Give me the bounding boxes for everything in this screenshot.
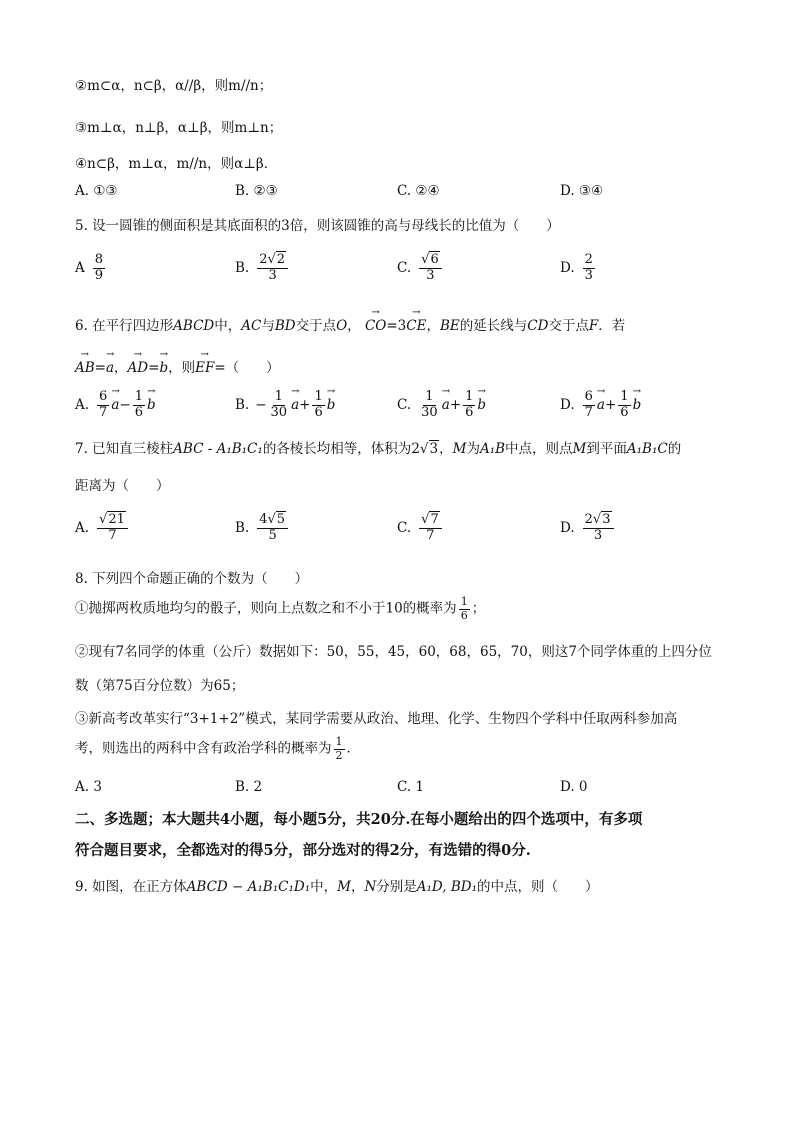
q6-b-vec-b: → b — [327, 397, 336, 413]
q5-option-c-label: C. — [397, 260, 412, 276]
q7-vol-radicand: 3 — [429, 441, 439, 457]
q5-b-radicand: 2 — [276, 251, 286, 267]
q6-a-frac1 — [97, 390, 109, 421]
q8-option-b[interactable]: B. 2 — [235, 779, 263, 795]
q6-d-frac1 — [583, 390, 595, 421]
q6-bd: BD — [274, 318, 296, 334]
q6-option-c[interactable] — [397, 385, 486, 425]
q7-m2: M — [572, 441, 587, 457]
q7-option-c-label: C. — [397, 520, 412, 536]
q6-c-vec-b: → b — [477, 397, 486, 413]
sqrt-icon: √6 — [421, 251, 439, 267]
q8-option-c[interactable]: C. 1 — [397, 779, 425, 795]
q7-option-b[interactable] — [235, 508, 290, 548]
q7-c-numerator — [419, 513, 442, 529]
q4-statement-3 — [75, 116, 282, 136]
q6-a-vec-a: → a — [111, 397, 119, 413]
q8-s3-fraction — [334, 736, 345, 762]
q7-plane: A₁B₁C — [626, 441, 668, 457]
q7-stem-line2 — [75, 474, 170, 494]
q6-a-op: − — [119, 397, 131, 413]
q7-mid5: 到平面 — [586, 441, 627, 457]
q9-prefix: 9. 如图，在正方体 — [75, 879, 187, 895]
q5-option-d[interactable] — [560, 248, 597, 288]
q6-t-eq-b: = — [148, 360, 160, 376]
q5-b-coef: 2 — [259, 251, 268, 267]
q6-t-comma2: ， — [426, 318, 440, 334]
q4-statement-2-text: ②m⊂α，n⊂β，α//β，则m//n； — [75, 78, 273, 94]
q6-stem-line1 — [75, 314, 625, 334]
q6-option-b-label: B. — [235, 397, 250, 413]
q7-option-d[interactable] — [560, 508, 616, 548]
q6-b-d1: 30 — [270, 404, 288, 420]
q6-vector-a: → a — [106, 360, 114, 376]
q7-c-fraction — [419, 513, 442, 544]
q6-vector-ef: → EF — [195, 360, 214, 376]
q8-option-d[interactable]: D. 0 — [560, 779, 588, 795]
q6-option-c-label: C. — [397, 397, 412, 413]
q8-statement-2b — [75, 674, 244, 694]
q6-prefix: 6. 在平行四边形 — [75, 318, 174, 334]
q6-a-n1: 6 — [99, 388, 108, 404]
q4-option-a[interactable]: A. ①③ — [75, 183, 118, 199]
q4-statement-3-text: ③m⊥α，n⊥β，α⊥β，则m⊥n； — [75, 120, 283, 136]
q6-stem-line2 — [75, 356, 280, 376]
q7-option-d-label: D. — [560, 520, 575, 536]
q6-vector-ce: → CE — [406, 318, 426, 334]
q6-t-yan: 的延长线与 — [459, 318, 528, 334]
q6-a-d2: 6 — [134, 404, 143, 420]
q9-m: M — [337, 879, 351, 895]
q6-b-d2: 6 — [314, 404, 323, 420]
q7-d-radicand: 3 — [602, 511, 611, 527]
q6-be: BE — [439, 318, 460, 334]
q7-a1b: A₁B — [479, 441, 506, 457]
q4-statement-4 — [75, 152, 277, 172]
q7-d-fraction — [583, 513, 614, 544]
q6-b-n2: 1 — [314, 388, 323, 404]
sqrt-icon: √3 — [419, 441, 439, 457]
q6-c-d1: 30 — [421, 404, 438, 420]
q6-option-b[interactable] — [235, 385, 335, 425]
q9-segments: A₁D, BD₁ — [416, 879, 478, 895]
q7-option-c[interactable] — [397, 508, 444, 548]
sqrt-icon: √21 — [99, 511, 125, 527]
q5-a-numerator: 8 — [94, 251, 104, 267]
q6-c-n2: 1 — [465, 388, 474, 404]
q5-option-c-fraction — [419, 253, 442, 284]
sqrt-icon: √3 — [592, 511, 611, 527]
q6-f: F — [588, 318, 599, 334]
q6-c-frac1 — [419, 390, 440, 421]
q5-option-d-fraction — [583, 253, 595, 284]
q6-c-d2: 6 — [465, 404, 474, 420]
q6-b-op: + — [299, 397, 311, 413]
q9-mid1: 中， — [310, 879, 338, 895]
q4-option-d[interactable]: D. ③④ — [560, 183, 604, 199]
q6-cd: CD — [527, 318, 549, 334]
q7-a-numerator — [97, 513, 128, 529]
q4-option-c[interactable]: C. ②④ — [397, 183, 440, 199]
q6-t-comma: ， — [347, 318, 361, 334]
q5-option-a-fraction — [93, 253, 105, 284]
q5-option-b-label: B. — [235, 260, 250, 276]
q6-c-n1: 1 — [425, 388, 434, 404]
q6-vector-co: → CO — [365, 318, 386, 334]
q7-b-numerator — [257, 513, 288, 529]
q7-c-denominator: 7 — [426, 527, 435, 543]
q8-option-a[interactable]: A. 3 — [75, 779, 102, 795]
q6-a-n2: 1 — [134, 388, 143, 404]
q6-d-n1: 6 — [584, 388, 593, 404]
q6-b-frac1 — [269, 390, 290, 421]
q6-t-eq-a: = — [94, 360, 106, 376]
q5-a-denominator: 9 — [94, 267, 104, 283]
q7-prism: ABC - A₁B₁C₁ — [173, 441, 263, 457]
q6-option-a-label: A. — [75, 397, 90, 413]
q4-options — [75, 176, 755, 206]
q7-option-a-label: A. — [75, 520, 90, 536]
q6-o: O — [336, 318, 348, 334]
q8-statement-3b — [75, 736, 360, 762]
q6-vector-b: → b — [159, 360, 168, 376]
q8-s2b-text: 数（第75百分位数）为65； — [75, 678, 245, 694]
q5-option-d-label: D. — [560, 260, 575, 276]
section2-heading-line1: 二、多选题；本大题共4小题，每小题5分，共20分.在每小题给出的四个选项中，有多项 — [75, 811, 643, 828]
q7-a-radicand: 21 — [108, 511, 125, 527]
q7-options — [75, 508, 755, 548]
q7-d-denominator: 3 — [593, 527, 603, 543]
q7-prefix: 7. 已知直三棱柱 — [75, 441, 174, 457]
q6-t-jiao2: 交于点 — [548, 318, 589, 334]
q7-a-denominator: 7 — [108, 527, 117, 543]
q9-mid3: 分别是 — [376, 879, 417, 895]
q7-b-fraction — [257, 513, 288, 544]
q5-stem — [75, 214, 560, 234]
q6-c-vec-a: → a — [442, 397, 450, 413]
q6-option-d-label: D. — [560, 397, 575, 413]
q7-d-numerator — [583, 513, 614, 529]
q8-s1-fraction — [459, 596, 470, 622]
q4-statement-4-text: ④n⊂β，m⊥α，m//n，则α⊥β． — [75, 156, 278, 172]
q5-option-a[interactable] — [75, 248, 107, 288]
q6-abcd: ABCD — [173, 318, 215, 334]
q6-b-n1: 1 — [274, 388, 283, 404]
q5-d-denominator: 3 — [584, 267, 593, 283]
q6-t-ze: ，则 — [168, 360, 196, 376]
q7-stem-line1 — [75, 437, 681, 457]
q6-t-comma3: ， — [114, 360, 128, 376]
q7-mid6: 的 — [667, 441, 682, 457]
q5-c-numerator — [419, 253, 442, 269]
q8-stem — [75, 567, 308, 587]
q6-d-n2: 1 — [620, 388, 629, 404]
q5-option-c[interactable] — [397, 248, 444, 288]
q6-t-jiao: 交于点 — [295, 318, 337, 334]
q9-mid2: ， — [350, 879, 365, 895]
q7-vol-coef: 2 — [411, 441, 420, 457]
q7-option-a[interactable] — [75, 508, 130, 548]
q7-b-radicand: 5 — [276, 511, 286, 527]
sqrt-icon: √5 — [267, 511, 286, 527]
q6-a-d1: 7 — [99, 404, 108, 420]
q8-s3b-text: 考，则选出的两科中含有政治学科的概率为 — [75, 740, 332, 757]
q6-b-vec-a: → a — [291, 397, 299, 413]
q6-b-frac2 — [312, 390, 324, 421]
q6-t-yu: 与 — [261, 318, 275, 334]
q6-c-op: + — [449, 397, 462, 413]
q9-stem — [75, 875, 599, 895]
q5-b-numerator — [257, 253, 288, 269]
q8-statement-3a — [75, 707, 677, 727]
q6-option-a[interactable] — [75, 385, 156, 425]
q7-mid3: 为 — [466, 441, 480, 457]
q4-statement-2 — [75, 74, 272, 94]
q6-d-op: + — [604, 397, 617, 413]
sqrt-icon: √7 — [421, 511, 439, 527]
q6-d-vec-a: → a — [597, 397, 605, 413]
q7-d-coef: 2 — [584, 511, 593, 527]
q6-d-d1: 7 — [584, 404, 593, 420]
q5-option-b[interactable] — [235, 248, 290, 288]
q6-options — [75, 385, 755, 425]
sqrt-icon: √2 — [267, 251, 286, 267]
q6-d-d2: 6 — [620, 404, 629, 420]
q8-s1-denominator: 6 — [460, 608, 468, 622]
q6-vector-ab: → AB — [75, 360, 95, 376]
q8-s1-text: ①抛掷两枚质地均匀的骰子，则向上点数之和不小于10的概率为 — [75, 600, 457, 617]
q4-option-b[interactable]: B. ②③ — [235, 183, 278, 199]
q7-c-radicand: 7 — [430, 511, 439, 527]
q6-a-vec-b: → b — [147, 397, 156, 413]
q8-s1-numerator: 1 — [460, 595, 468, 608]
q9-cube: ABCD − A₁B₁C₁D₁ — [186, 879, 311, 895]
q5-option-a-label: A — [75, 260, 85, 276]
q5-stem-text: 5. 设一圆锥的侧面积是其底面积的3倍，则该圆锥的高与母线长的比值为（ ） — [75, 218, 560, 234]
q8-stem-text: 8. 下列四个命题正确的个数为（ ） — [75, 571, 309, 587]
q8-s1-end: ； — [471, 600, 486, 617]
q6-d-vec-b: → b — [633, 397, 642, 413]
q6-c-frac2 — [463, 390, 475, 421]
q8-s3-denominator: 2 — [335, 748, 343, 762]
q5-c-radicand: 6 — [430, 251, 439, 267]
q8-statement-1 — [75, 596, 485, 622]
q5-options — [75, 248, 755, 288]
q6-t-eq3: =3 — [386, 318, 407, 334]
q8-options — [75, 773, 755, 801]
q5-b-denominator: 3 — [268, 267, 277, 283]
q6-t-tail: =（ ） — [214, 360, 280, 376]
q7-b-coef: 4 — [259, 511, 268, 527]
q5-option-b-fraction — [257, 253, 288, 284]
q6-vector-ad: → AD — [128, 360, 149, 376]
q6-d-frac2 — [618, 390, 630, 421]
q7-a-fraction — [97, 513, 128, 544]
q7-b-denominator: 5 — [268, 527, 277, 543]
q6-a-frac2 — [133, 390, 145, 421]
section2-heading-line2: 符合题目要求，全都选对的得5分，部分选对的得2分，有选错的得0分. — [75, 842, 531, 859]
q9-tail: 的中点，则（ ） — [477, 879, 599, 895]
q8-statement-2a — [75, 640, 712, 660]
q8-s2a-text: ②现有7名同学的体重（公斤）数据如下：50，55，45，60，68，65，70，则这7个同学体重的上四分位 — [75, 644, 712, 660]
q9-n: N — [364, 879, 377, 895]
q5-c-denominator: 3 — [426, 267, 435, 283]
q8-s3-numerator: 1 — [335, 735, 343, 748]
q8-s3a-text: ③新高考改革实行“3+1+2”模式，某同学需要从政治、地理、化学、生物四个学科中任取两科参加高 — [75, 711, 678, 727]
q7-option-b-label: B. — [235, 520, 250, 536]
q6-ac: AC — [241, 318, 262, 334]
q6-t-ruo: ．若 — [598, 318, 626, 334]
q6-b-sign: − — [255, 397, 267, 413]
q7-mid4: 中点，则点 — [505, 441, 573, 457]
q7-mid1: 的各棱长均相等，体积为 — [262, 441, 412, 457]
q7-m: M — [452, 441, 467, 457]
q7-mid2: ， — [439, 441, 453, 457]
q6-t-zhong: 中， — [214, 318, 242, 334]
q7-line2-text: 距离为（ ） — [75, 478, 170, 494]
q8-s3-end: ． — [346, 740, 360, 757]
q5-d-numerator: 2 — [584, 251, 593, 267]
q6-option-d[interactable] — [560, 385, 641, 425]
